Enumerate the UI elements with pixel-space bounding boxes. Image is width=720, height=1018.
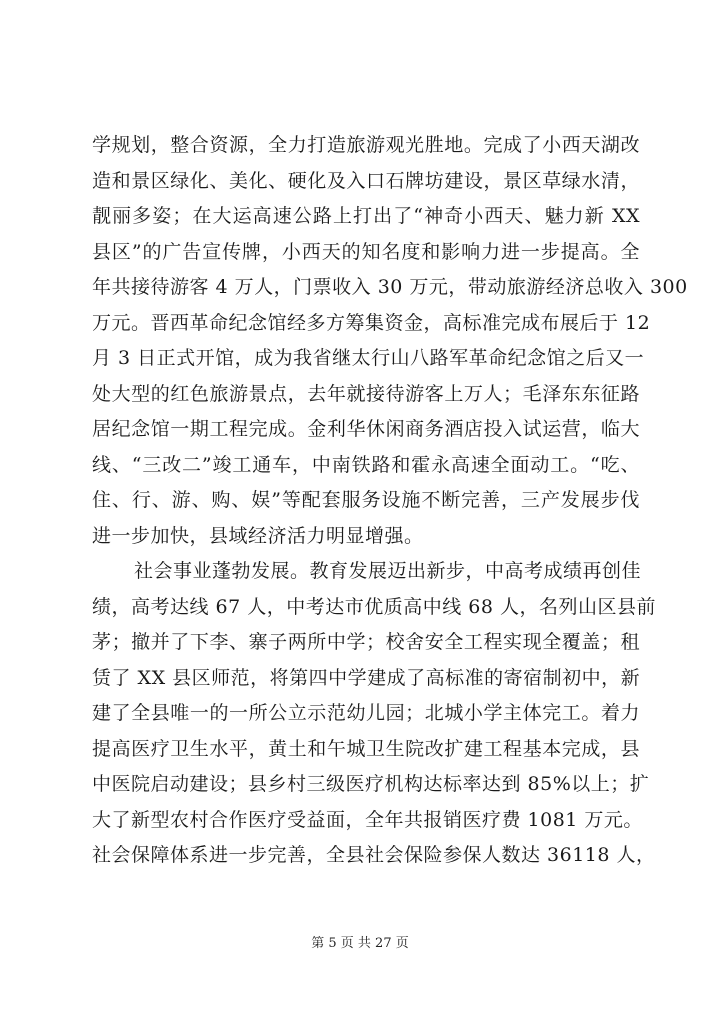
text-line: 建了全县唯一的一所公立示范幼儿园；北城小学主体完工。着力 <box>92 702 640 724</box>
text-line: 住、行、游、购、娱”等配套服务设施不断完善，三产发展步伐 <box>92 489 640 511</box>
text-line: 年共接待游客 4 万人，门票收入 30 万元，带动旅游经济总收入 300 <box>92 276 688 298</box>
text-line: 学规划，整合资源，全力打造旅游观光胜地。完成了小西天湖改 <box>92 134 640 156</box>
text-line: 居纪念馆一期工程完成。金利华休闲商务酒店投入试运营，临大 <box>92 418 640 440</box>
text-line: 造和景区绿化、美化、硬化及入口石牌坊建设，景区草绿水清， <box>92 169 640 192</box>
text-line: 社会保障体系进一步完善，全县社会保险参保人数达 36118 人， <box>92 844 656 866</box>
text-line: 万元。晋西革命纪念馆经多方筹集资金，高标准完成布展后于 12 <box>92 311 651 334</box>
text-line: 社会事业蓬勃发展。教育发展迈出新步，中高考成绩再创佳 <box>134 560 642 582</box>
text-line: 提高医疗卫生水平，黄土和午城卫生院改扩建工程基本完成，县 <box>92 737 640 760</box>
text-line: 赁了 XX 县区师范，将第四中学建成了高标准的寄宿制初中，新 <box>92 666 641 689</box>
text-line: 绩，高考达线 67 人，中考达市优质高中线 68 人，名列山区县前 <box>92 595 657 618</box>
text-line: 进一步加快，县域经济活力明显增强。 <box>92 524 424 547</box>
paragraph-social-development <box>92 554 657 874</box>
text-line: 大了新型农村合作医疗受益面，全年共报销医疗费 1081 万元。 <box>92 808 643 831</box>
text-line: 处大型的红色旅游景点，去年就接待游客上万人；毛泽东东征路 <box>92 382 640 405</box>
text-line: 靓丽多姿；在大运高速公路上打出了“神奇小西天、魅力新 XX <box>92 205 640 227</box>
paragraph-tourism <box>92 128 688 554</box>
page-number-footer: 第 5 页 共 27 页 <box>311 936 409 951</box>
text-line: 月 3 日正式开馆，成为我省继太行山八路军革命纪念馆之后又一 <box>92 347 645 369</box>
document-body <box>92 128 688 874</box>
text-line: 中医院启动建设；县乡村三级医疗机构达标率达到 85%以上；扩 <box>92 773 650 795</box>
text-line: 县区”的广告宣传牌，小西天的知名度和影响力进一步提高。全 <box>92 240 640 263</box>
text-line: 线、“三改二”竣工通车，中南铁路和霍永高速全面动工。“吃、 <box>92 453 640 476</box>
text-line: 茅；撤并了下李、寨子两所中学；校舍安全工程实现全覆盖；租 <box>92 631 640 653</box>
